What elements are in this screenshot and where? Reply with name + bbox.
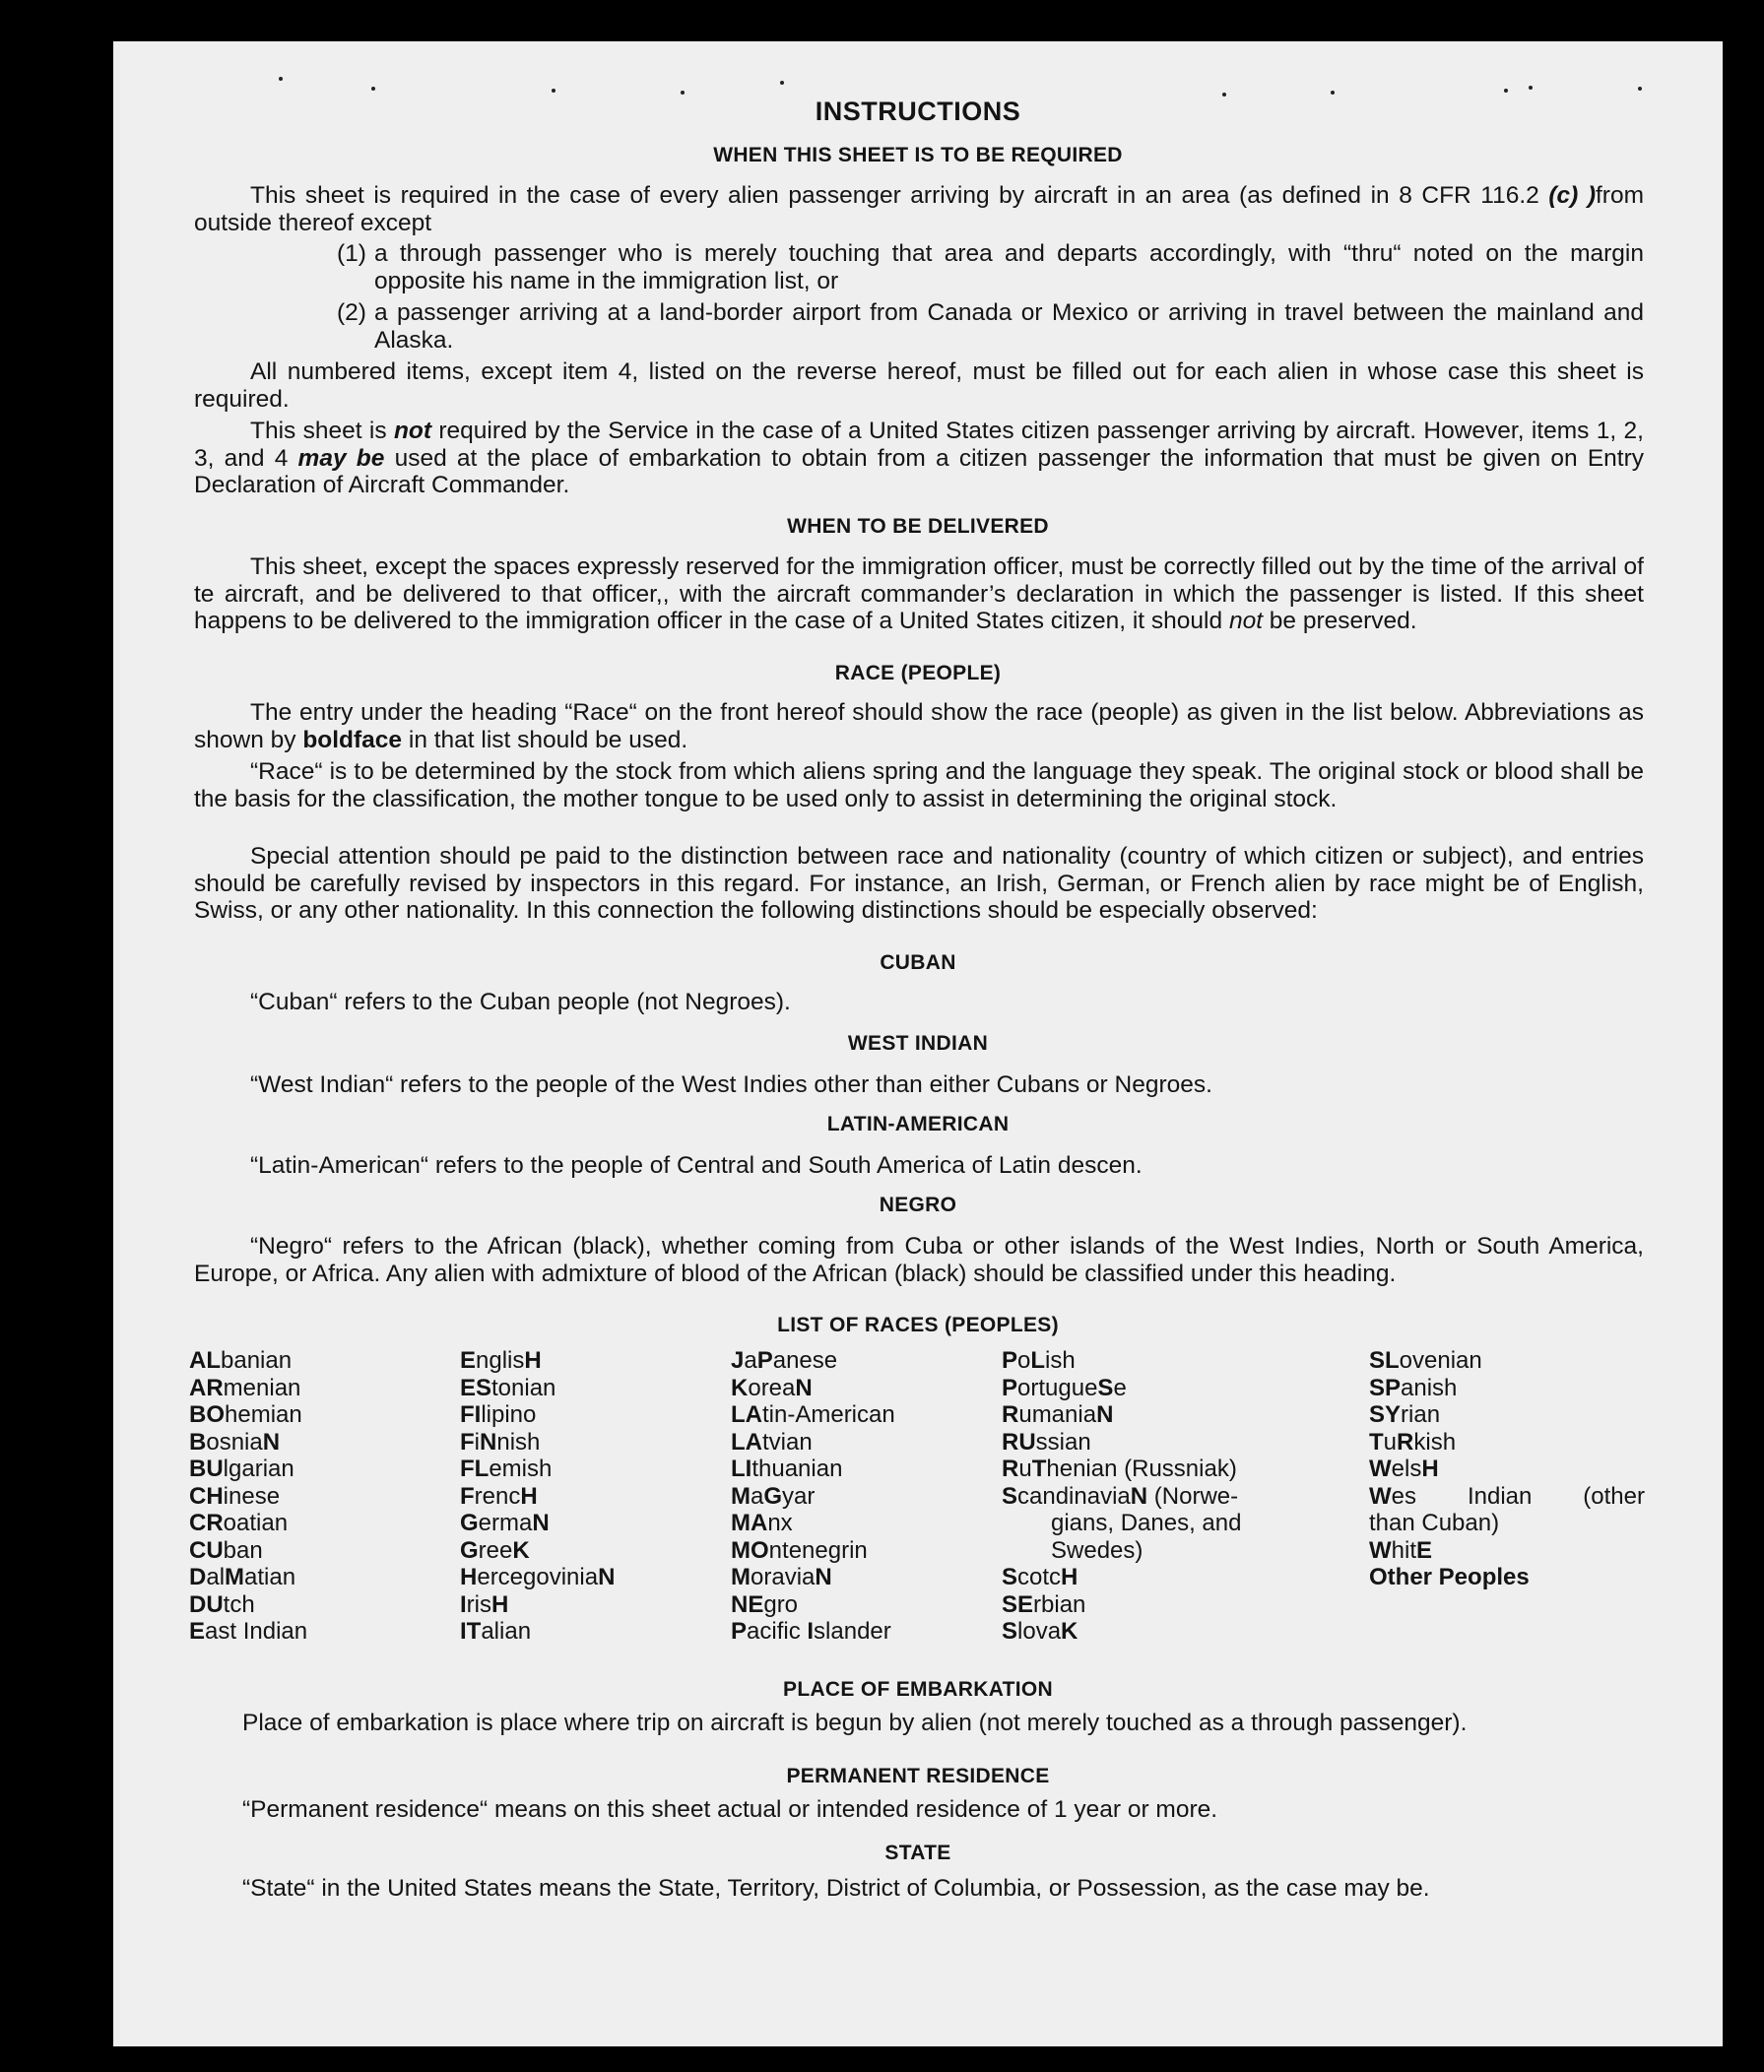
race-entry: SYrian	[1369, 1401, 1441, 1428]
para-latin-american: “Latin-American“ refers to the people of Central and South America of Latin descen.	[250, 1152, 1143, 1179]
race-entry: CUban	[189, 1536, 263, 1564]
race-entry: CRoatian	[189, 1510, 289, 1536]
race-entry: Wes Indian (other	[1369, 1482, 1645, 1510]
heading-west-indian: WEST INDIAN	[847, 1032, 989, 1055]
race-entry: WhitE	[1369, 1536, 1433, 1564]
para-embarkation: Place of embarkation is place where trip on aircraft is begun by alien (not merely touched as a through passenger).	[242, 1710, 1468, 1736]
race-column-3	[731, 1347, 895, 1646]
race-entry: SPanish	[1369, 1374, 1458, 1401]
race-column-5	[1369, 1347, 1645, 1591]
race-entry: Other Peoples	[1369, 1564, 1530, 1590]
para-negro: “Negro“ refers to the African (black), whether coming from Cuba or other islands of the West Indies, North or South America, Europe, or Africa. Any alien with admixture of blood of the African (black) should be classified under this heading.	[194, 1233, 1644, 1287]
para-permanent-residence: “Permanent residence“ means on this sheet actual or intended residence of 1 year or more.	[242, 1796, 1218, 1823]
race-entry: EStonian	[460, 1374, 556, 1401]
heading-list-of-races: LIST OF RACES (PEOPLES)	[777, 1314, 1059, 1336]
race-entry: ARmenian	[189, 1374, 301, 1401]
heading-when-required: WHEN THIS SHEET IS TO BE REQUIRED	[713, 144, 1123, 166]
race-column-2	[460, 1347, 615, 1646]
race-entry: Swedes)	[1051, 1536, 1143, 1564]
para-required-intro: This sheet is required in the case of every alien passenger arriving by aircraft in an area (as defined in 8 CFR 116.2 (c) )from outside thereof except	[194, 182, 1644, 236]
race-entry: BOhemian	[189, 1401, 302, 1428]
para-numbered-items: All numbered items, except item 4, listed on the reverse hereof, must be filled out for each alien in whose case this sheet is required.	[194, 358, 1644, 413]
race-entry: RUssian	[1002, 1428, 1091, 1456]
race-entry: MaGyar	[731, 1482, 816, 1510]
race-entry: BUlgarian	[189, 1456, 294, 1482]
race-entry: PortugueSe	[1002, 1374, 1127, 1401]
race-entry: TuRkish	[1369, 1428, 1457, 1456]
race-entry: WelsH	[1369, 1456, 1439, 1482]
para-west-indian: “West Indian“ refers to the people of the West Indies other than either Cubans or Negroes.	[250, 1071, 1212, 1098]
race-entry: ScandinaviaN (Norwe-	[1002, 1482, 1239, 1510]
heading-cuban: CUBAN	[880, 951, 956, 974]
race-entry: RumaniaN	[1002, 1401, 1114, 1428]
race-entry: EnglisH	[460, 1347, 542, 1374]
race-entry: LAtin-American	[731, 1401, 895, 1428]
race-entry: ScotcH	[1002, 1564, 1078, 1590]
race-entry: GermaN	[460, 1510, 550, 1536]
para-race-determined: “Race“ is to be determined by the stock from which aliens spring and the language they speak. The original stock or blood shall be the basis for the classification, the mother tongue to be used only to assist in determining the original stock.	[194, 758, 1644, 812]
race-entry: FIlipino	[460, 1401, 537, 1428]
heading-race: RACE (PEOPLE)	[834, 662, 1002, 684]
race-entry: DUtch	[189, 1590, 255, 1618]
exception-item-2: (2) a passenger arriving at a land-border airport from Canada or Mexico or arriving in travel between the mainland and Alaska.	[337, 299, 1644, 354]
race-entry: DalMatian	[189, 1564, 296, 1590]
para-state: “State“ in the United States means the State, Territory, District of Columbia, or Possession, as the case may be.	[242, 1875, 1430, 1902]
race-entry: GreeK	[460, 1536, 530, 1564]
race-entry: CHinese	[189, 1482, 281, 1510]
race-entry: MOntenegrin	[731, 1536, 868, 1564]
race-entry: FLemish	[460, 1456, 553, 1482]
para-special-attention: Special attention should pe paid to the distinction between race and nationality (country of which citizen or subject), and entries should be carefully revised by inspectors in this regard. For instance, an Irish, German, or French alien by race might be of English, Swiss, or any other nationality. In this connection the following distinctions should be especially observed:	[194, 843, 1644, 924]
race-entry: IrisH	[460, 1590, 509, 1618]
race-entry: FiNnish	[460, 1428, 541, 1456]
page-title: INSTRUCTIONS	[815, 97, 1021, 126]
race-entry: NEgro	[731, 1590, 799, 1618]
exception-item-1: (1) a through passenger who is merely touching that area and departs accordingly, with “thru“ noted on the margin opposite his name in the immigration list, or	[337, 240, 1644, 294]
race-entry: RuThenian (Russniak)	[1002, 1456, 1237, 1482]
heading-embarkation: PLACE OF EMBARKATION	[783, 1678, 1053, 1701]
heading-state: STATE	[884, 1842, 951, 1864]
race-entry: HercegoviniaN	[460, 1564, 616, 1590]
race-entry: Pacific Islander	[731, 1618, 891, 1645]
race-entry: than Cuban)	[1369, 1510, 1500, 1536]
race-entry: SlovaK	[1002, 1618, 1078, 1645]
race-entry: SLovenian	[1369, 1347, 1482, 1374]
race-entry: FrencH	[460, 1482, 538, 1510]
race-entry: ALbanian	[189, 1347, 293, 1374]
heading-permanent-residence: PERMANENT RESIDENCE	[786, 1765, 1050, 1787]
race-entry: LAtvian	[731, 1428, 813, 1456]
race-entry: LIthuanian	[731, 1456, 843, 1482]
heading-latin-american: LATIN-AMERICAN	[826, 1113, 1010, 1135]
race-entry: MAnx	[731, 1510, 793, 1536]
heading-when-delivered: WHEN TO BE DELIVERED	[787, 515, 1049, 538]
race-entry: MoraviaN	[731, 1564, 832, 1590]
heading-negro: NEGRO	[879, 1194, 957, 1216]
race-column-1	[189, 1347, 307, 1646]
para-delivered: This sheet, except the spaces expressly reserved for the immigration officer, must be correctly filled out by the time of the arrival of te aircraft, and be delivered to that officer,, with the aircraft commander’s declaration in which the passenger is listed. If this sheet happens to be delivered to the immigration officer in the case of a United States citizen, it should not be preserved.	[194, 553, 1644, 634]
instruction-sheet	[113, 41, 1723, 2046]
para-citizen-passenger: This sheet is not required by the Service in the case of a United States citizen passenger arriving by aircraft. However, items 1, 2, 3, and 4 may be used at the place of embarkation to obtain from a citizen passenger the information that must be given on Entry Declaration of Aircraft Commander.	[194, 418, 1645, 498]
race-entry: gians, Danes, and	[1051, 1510, 1242, 1536]
race-entry: ITalian	[460, 1618, 532, 1645]
para-cuban: “Cuban“ refers to the Cuban people (not Negroes).	[250, 989, 791, 1015]
race-column-4	[1002, 1347, 1297, 1646]
race-entry: PoLish	[1002, 1347, 1076, 1374]
race-entry: SErbian	[1002, 1590, 1086, 1618]
race-entry: KoreaN	[731, 1374, 813, 1401]
race-entry: JaPanese	[731, 1347, 838, 1374]
race-entry: BosniaN	[189, 1428, 281, 1456]
race-entry: East Indian	[189, 1618, 308, 1645]
para-race-entry: The entry under the heading “Race“ on the front hereof should show the race (people) as given in the list below. Abbreviations as shown by boldface in that list should be used.	[194, 699, 1644, 753]
